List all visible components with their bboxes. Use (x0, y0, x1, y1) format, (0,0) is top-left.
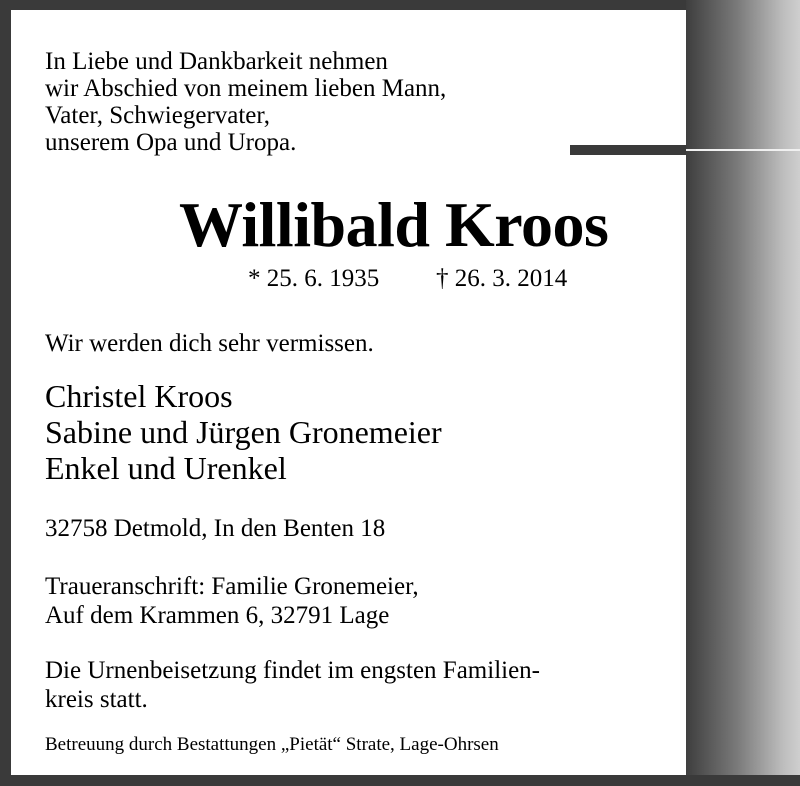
background-gradient-panel (686, 0, 800, 786)
birth-date: * 25. 6. 1935 (248, 265, 380, 292)
decorative-accent-line (686, 149, 800, 151)
funeral-home-credit: Betreuung durch Bestattungen „Pietät“ Strate, Lage-Ohrsen (45, 734, 499, 755)
burial-note: Die Urnenbeisetzung findet im engsten Familien- kreis statt. (45, 657, 541, 713)
mourners-list: Christel Kroos Sabine und Jürgen Gronemeier Enkel und Urenkel (45, 378, 442, 486)
deceased-name: Willibald Kroos (179, 189, 609, 260)
decorative-accent-bar (570, 145, 686, 155)
obituary-card (11, 10, 686, 775)
home-address: 32758 Detmold, In den Benten 18 (45, 515, 386, 542)
mourning-address: Traueranschrift: Familie Gronemeier, Auf dem Krammen 6, 32791 Lage (45, 573, 419, 629)
farewell-line: Wir werden dich sehr vermissen. (45, 330, 374, 357)
intro-text: In Liebe und Dankbarkeit nehmen wir Abschied von meinem lieben Mann, Vater, Schwiegervater, unserem Opa und Uropa. (45, 48, 447, 156)
bottom-border-band (0, 775, 800, 786)
death-date: † 26. 3. 2014 (436, 265, 568, 292)
